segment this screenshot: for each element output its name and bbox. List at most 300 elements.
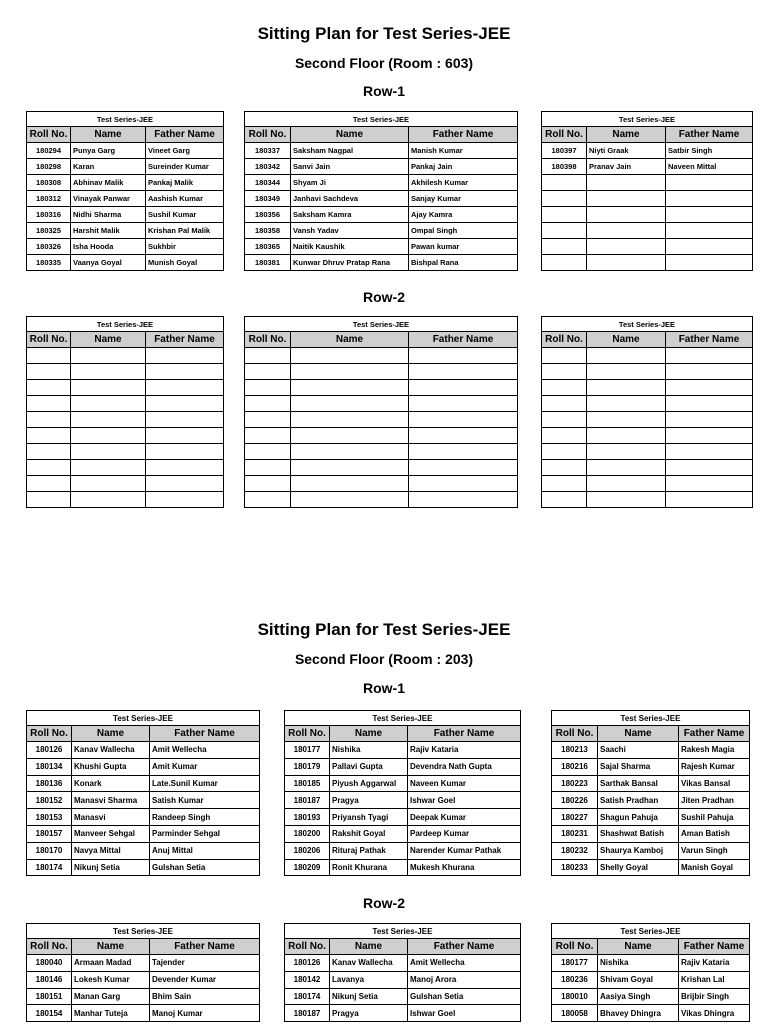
student-name-cell [587, 380, 666, 396]
father-name-cell: Rakesh Magia [679, 742, 750, 759]
seating-table [26, 923, 260, 1022]
father-name-cell [666, 380, 753, 396]
column-header-name: Name [587, 127, 666, 143]
father-name-cell [666, 348, 753, 364]
column-header-roll-no: Roll No. [245, 127, 291, 143]
student-name-cell [71, 444, 146, 460]
table-row [542, 492, 753, 508]
roll-no-cell [27, 380, 71, 396]
roll-no-cell: 180154 [27, 1005, 72, 1022]
column-header-roll-no: Roll No. [27, 127, 71, 143]
table-row [27, 255, 224, 271]
roll-no-cell [542, 396, 587, 412]
roll-no-cell: 180200 [285, 825, 330, 842]
table-row [27, 223, 224, 239]
student-name-cell: Kanav Wallecha [72, 742, 150, 759]
seating-table [541, 111, 753, 271]
roll-no-cell: 180223 [552, 775, 598, 792]
father-name-cell: Rajiv Kataria [408, 742, 521, 759]
student-name-cell [587, 239, 666, 255]
column-header-name: Name [71, 332, 146, 348]
student-name-cell: Naitik Kaushik [291, 239, 409, 255]
column-header-name: Name [598, 939, 679, 955]
student-name-cell [291, 412, 409, 428]
roll-no-cell: 180298 [27, 159, 71, 175]
father-name-cell [409, 460, 518, 476]
student-name-cell: Shelly Goyal [598, 859, 679, 876]
student-name-cell: Lokesh Kumar [72, 971, 150, 988]
father-name-cell [146, 348, 224, 364]
student-name-cell [587, 428, 666, 444]
father-name-cell: Akhilesh Kumar [409, 175, 518, 191]
student-name-cell [71, 364, 146, 380]
seating-table [244, 316, 518, 508]
student-name-cell: Manan Garg [72, 988, 150, 1005]
student-name-cell: Konark [72, 775, 150, 792]
roll-no-cell [245, 460, 291, 476]
father-name-cell [146, 460, 224, 476]
student-name-cell: Pragya [330, 1005, 408, 1022]
table-row [542, 348, 753, 364]
father-name-cell [409, 380, 518, 396]
column-header-roll-no: Roll No. [542, 127, 587, 143]
father-name-cell: Ompal Singh [409, 223, 518, 239]
roll-no-cell: 180344 [245, 175, 291, 191]
father-name-cell: Krishan Lal [679, 971, 750, 988]
student-name-cell [291, 492, 409, 508]
roll-no-cell: 180342 [245, 159, 291, 175]
table-row [27, 396, 224, 412]
table-row [285, 758, 521, 775]
student-name-cell [71, 380, 146, 396]
father-name-cell: Ishwar Goel [408, 792, 521, 809]
table-row [285, 955, 521, 972]
table-caption: Test Series-JEE [245, 112, 518, 127]
father-name-cell [409, 364, 518, 380]
student-name-cell: Isha Hooda [71, 239, 146, 255]
roll-no-cell [542, 207, 587, 223]
column-header-name: Name [291, 332, 409, 348]
table-row [27, 412, 224, 428]
table-caption: Test Series-JEE [285, 924, 521, 939]
table-row [27, 955, 260, 972]
table-row [245, 239, 518, 255]
student-name-cell: Shagun Pahuja [598, 809, 679, 826]
father-name-cell: Deepak Kumar [408, 809, 521, 826]
roll-no-cell: 180174 [285, 988, 330, 1005]
student-name-cell: Nishika [598, 955, 679, 972]
table-row [552, 971, 750, 988]
father-name-cell: Varun Singh [679, 842, 750, 859]
roll-no-cell: 180227 [552, 809, 598, 826]
table-row [27, 460, 224, 476]
table-row [245, 159, 518, 175]
table-row [542, 175, 753, 191]
student-name-cell [587, 412, 666, 428]
father-name-cell [146, 492, 224, 508]
table-row [27, 380, 224, 396]
father-name-cell: Bhim Sain [150, 988, 260, 1005]
father-name-cell: Manish Goyal [679, 859, 750, 876]
student-name-cell [291, 476, 409, 492]
roll-no-cell [542, 239, 587, 255]
student-name-cell: Pranav Jain [587, 159, 666, 175]
roll-no-cell [245, 428, 291, 444]
table-row [542, 412, 753, 428]
father-name-cell: Rajiv Kataria [679, 955, 750, 972]
table-row [27, 842, 260, 859]
student-name-cell: Navya Mittal [72, 842, 150, 859]
student-name-cell: Karan [71, 159, 146, 175]
student-name-cell: Vaanya Goyal [71, 255, 146, 271]
student-name-cell [587, 444, 666, 460]
column-header-father-name: Father Name [408, 726, 521, 742]
father-name-cell: Mukesh Khurana [408, 859, 521, 876]
roll-no-cell: 180058 [552, 1005, 598, 1022]
roll-no-cell [245, 444, 291, 460]
student-name-cell: Niyti Graak [587, 143, 666, 159]
roll-no-cell [542, 364, 587, 380]
table-row [285, 842, 521, 859]
table-row [552, 792, 750, 809]
table-row [552, 859, 750, 876]
table-row [27, 1005, 260, 1022]
father-name-cell [146, 412, 224, 428]
father-name-cell: Bishpal Rana [409, 255, 518, 271]
roll-no-cell [245, 412, 291, 428]
father-name-cell: Late.Sunil Kumar [150, 775, 260, 792]
column-header-roll-no: Roll No. [27, 332, 71, 348]
table-row [27, 971, 260, 988]
row-label: Row-2 [363, 895, 405, 911]
roll-no-cell: 180146 [27, 971, 72, 988]
roll-no-cell: 180358 [245, 223, 291, 239]
student-name-cell: Nikunj Setia [330, 988, 408, 1005]
column-header-name: Name [71, 127, 146, 143]
table-row [245, 428, 518, 444]
father-name-cell [409, 444, 518, 460]
roll-no-cell: 180294 [27, 143, 71, 159]
roll-no-cell [542, 444, 587, 460]
father-name-cell: Amit Kumar [150, 758, 260, 775]
roll-no-cell [245, 380, 291, 396]
table-row [542, 207, 753, 223]
student-name-cell: Vansh Yadav [291, 223, 409, 239]
student-name-cell: Saachi [598, 742, 679, 759]
column-header-father-name: Father Name [150, 939, 260, 955]
father-name-cell: Sushil Kumar [146, 207, 224, 223]
column-header-roll-no: Roll No. [552, 726, 598, 742]
student-name-cell: Punya Garg [71, 143, 146, 159]
student-name-cell: Manasvi Sharma [72, 792, 150, 809]
table-row [552, 742, 750, 759]
table-row [542, 223, 753, 239]
roll-no-cell [245, 364, 291, 380]
father-name-cell: Randeep Singh [150, 809, 260, 826]
student-name-cell: Janhavi Sachdeva [291, 191, 409, 207]
column-header-roll-no: Roll No. [285, 726, 330, 742]
roll-no-cell: 180206 [285, 842, 330, 859]
table-row [552, 775, 750, 792]
table-row [285, 1005, 521, 1022]
table-row [27, 191, 224, 207]
student-name-cell [291, 460, 409, 476]
table-row [27, 159, 224, 175]
roll-no-cell [542, 492, 587, 508]
father-name-cell: Gulshan Setia [408, 988, 521, 1005]
father-name-cell: Krishan Pal Malik [146, 223, 224, 239]
roll-no-cell: 180177 [285, 742, 330, 759]
table-row [245, 380, 518, 396]
column-header-father-name: Father Name [679, 726, 750, 742]
student-name-cell [291, 364, 409, 380]
table-row [27, 792, 260, 809]
table-row [285, 988, 521, 1005]
seating-table [551, 710, 750, 876]
father-name-cell: Narender Kumar Pathak [408, 842, 521, 859]
student-name-cell: Satish Pradhan [598, 792, 679, 809]
table-row [27, 364, 224, 380]
roll-no-cell: 180193 [285, 809, 330, 826]
table-row [245, 476, 518, 492]
student-name-cell [71, 348, 146, 364]
father-name-cell [409, 348, 518, 364]
table-caption: Test Series-JEE [552, 711, 750, 726]
seating-table [284, 923, 521, 1022]
column-header-father-name: Father Name [150, 726, 260, 742]
student-name-cell [587, 207, 666, 223]
column-header-roll-no: Roll No. [552, 939, 598, 955]
page-title: Sitting Plan for Test Series-JEE [257, 620, 511, 639]
roll-no-cell: 180326 [27, 239, 71, 255]
table-caption: Test Series-JEE [27, 924, 260, 939]
roll-no-cell: 180134 [27, 758, 72, 775]
student-name-cell: Kunwar Dhruv Pratap Rana [291, 255, 409, 271]
table-row [285, 859, 521, 876]
student-name-cell [71, 396, 146, 412]
roll-no-cell [245, 492, 291, 508]
table-row [27, 143, 224, 159]
father-name-cell [666, 476, 753, 492]
roll-no-cell: 180381 [245, 255, 291, 271]
table-row [27, 476, 224, 492]
roll-no-cell [542, 175, 587, 191]
father-name-cell: Devender Kumar [150, 971, 260, 988]
column-header-father-name: Father Name [679, 939, 750, 955]
roll-no-cell [27, 364, 71, 380]
table-row [542, 239, 753, 255]
seating-table [26, 710, 260, 876]
student-name-cell [587, 476, 666, 492]
student-name-cell [587, 364, 666, 380]
table-row [245, 348, 518, 364]
father-name-cell [409, 492, 518, 508]
father-name-cell: Sanjay Kumar [409, 191, 518, 207]
student-name-cell: Vinayak Panwar [71, 191, 146, 207]
father-name-cell: Manoj Arora [408, 971, 521, 988]
father-name-cell: Manoj Kumar [150, 1005, 260, 1022]
student-name-cell [587, 348, 666, 364]
student-name-cell [587, 223, 666, 239]
roll-no-cell: 180312 [27, 191, 71, 207]
seating-table [551, 923, 750, 1022]
father-name-cell: Naveen Kumar [408, 775, 521, 792]
column-header-roll-no: Roll No. [542, 332, 587, 348]
table-caption: Test Series-JEE [285, 711, 521, 726]
father-name-cell: Manish Kumar [409, 143, 518, 159]
student-name-cell [71, 428, 146, 444]
table-row [27, 428, 224, 444]
floor-room-subtitle: Second Floor (Room : 203) [294, 651, 474, 667]
table-row [245, 207, 518, 223]
father-name-cell: Vikas Bansal [679, 775, 750, 792]
table-row [542, 444, 753, 460]
student-name-cell: Bhavey Dhingra [598, 1005, 679, 1022]
roll-no-cell: 180142 [285, 971, 330, 988]
table-caption: Test Series-JEE [27, 711, 260, 726]
column-header-father-name: Father Name [409, 332, 518, 348]
father-name-cell: Satbir Singh [666, 143, 753, 159]
father-name-cell [666, 492, 753, 508]
roll-no-cell: 180174 [27, 859, 72, 876]
father-name-cell [409, 412, 518, 428]
father-name-cell: Ishwar Goel [408, 1005, 521, 1022]
student-name-cell: Khushi Gupta [72, 758, 150, 775]
father-name-cell [666, 428, 753, 444]
roll-no-cell [542, 460, 587, 476]
student-name-cell [587, 460, 666, 476]
table-row [542, 428, 753, 444]
row-label: Row-1 [363, 83, 405, 99]
father-name-cell: Amit Wellecha [150, 742, 260, 759]
roll-no-cell: 180398 [542, 159, 587, 175]
student-name-cell: Sajal Sharma [598, 758, 679, 775]
father-name-cell [146, 476, 224, 492]
father-name-cell [666, 175, 753, 191]
father-name-cell [666, 444, 753, 460]
student-name-cell: Abhinav Malik [71, 175, 146, 191]
roll-no-cell: 180236 [552, 971, 598, 988]
student-name-cell: Aasiya Singh [598, 988, 679, 1005]
father-name-cell [666, 239, 753, 255]
student-name-cell [587, 492, 666, 508]
roll-no-cell: 180226 [552, 792, 598, 809]
table-row [27, 348, 224, 364]
student-name-cell: Manveer Sehgal [72, 825, 150, 842]
roll-no-cell: 180185 [285, 775, 330, 792]
father-name-cell [146, 380, 224, 396]
roll-no-cell [542, 428, 587, 444]
student-name-cell: Nidhi Sharma [71, 207, 146, 223]
table-row [542, 191, 753, 207]
seating-table [26, 316, 224, 508]
student-name-cell [291, 396, 409, 412]
student-name-cell [71, 412, 146, 428]
roll-no-cell [245, 476, 291, 492]
father-name-cell [666, 191, 753, 207]
roll-no-cell [27, 492, 71, 508]
roll-no-cell [27, 396, 71, 412]
table-row [542, 460, 753, 476]
roll-no-cell [27, 444, 71, 460]
table-row [245, 492, 518, 508]
column-header-father-name: Father Name [666, 127, 753, 143]
roll-no-cell [27, 476, 71, 492]
student-name-cell: Rituraj Pathak [330, 842, 408, 859]
table-row [27, 859, 260, 876]
father-name-cell: Parminder Sehgal [150, 825, 260, 842]
seating-table [284, 710, 521, 876]
roll-no-cell [542, 412, 587, 428]
roll-no-cell: 180179 [285, 758, 330, 775]
row-label: Row-1 [363, 680, 405, 696]
table-row [245, 396, 518, 412]
student-name-cell: Saksham Kamra [291, 207, 409, 223]
father-name-cell: Pardeep Kumar [408, 825, 521, 842]
student-name-cell: Pragya [330, 792, 408, 809]
column-header-roll-no: Roll No. [285, 939, 330, 955]
table-row [245, 143, 518, 159]
table-row [542, 143, 753, 159]
roll-no-cell: 180153 [27, 809, 72, 826]
father-name-cell: Tajender [150, 955, 260, 972]
table-row [542, 476, 753, 492]
student-name-cell: Shivam Goyal [598, 971, 679, 988]
father-name-cell [146, 428, 224, 444]
table-row [27, 444, 224, 460]
student-name-cell: Kanav Wallecha [330, 955, 408, 972]
seating-table [541, 316, 753, 508]
student-name-cell: Shashwat Batish [598, 825, 679, 842]
roll-no-cell: 180126 [27, 742, 72, 759]
table-row [552, 955, 750, 972]
father-name-cell: Pankaj Malik [146, 175, 224, 191]
table-row [245, 191, 518, 207]
student-name-cell [291, 380, 409, 396]
roll-no-cell: 180316 [27, 207, 71, 223]
table-row [27, 758, 260, 775]
father-name-cell: Sureinder Kumar [146, 159, 224, 175]
table-row [542, 380, 753, 396]
table-row [285, 775, 521, 792]
student-name-cell: Sanvi Jain [291, 159, 409, 175]
roll-no-cell [27, 460, 71, 476]
table-row [542, 364, 753, 380]
roll-no-cell [542, 191, 587, 207]
column-header-roll-no: Roll No. [27, 726, 72, 742]
column-header-father-name: Father Name [146, 127, 224, 143]
student-name-cell [291, 428, 409, 444]
column-header-name: Name [72, 726, 150, 742]
column-header-name: Name [291, 127, 409, 143]
roll-no-cell: 180365 [245, 239, 291, 255]
table-caption: Test Series-JEE [552, 924, 750, 939]
roll-no-cell: 180232 [552, 842, 598, 859]
roll-no-cell [27, 412, 71, 428]
table-row [245, 460, 518, 476]
roll-no-cell: 180209 [285, 859, 330, 876]
roll-no-cell: 180337 [245, 143, 291, 159]
father-name-cell [409, 396, 518, 412]
father-name-cell: Gulshan Setia [150, 859, 260, 876]
roll-no-cell: 180325 [27, 223, 71, 239]
column-header-name: Name [587, 332, 666, 348]
table-row [285, 971, 521, 988]
column-header-father-name: Father Name [408, 939, 521, 955]
father-name-cell: Sushil Pahuja [679, 809, 750, 826]
column-header-father-name: Father Name [146, 332, 224, 348]
roll-no-cell: 180216 [552, 758, 598, 775]
